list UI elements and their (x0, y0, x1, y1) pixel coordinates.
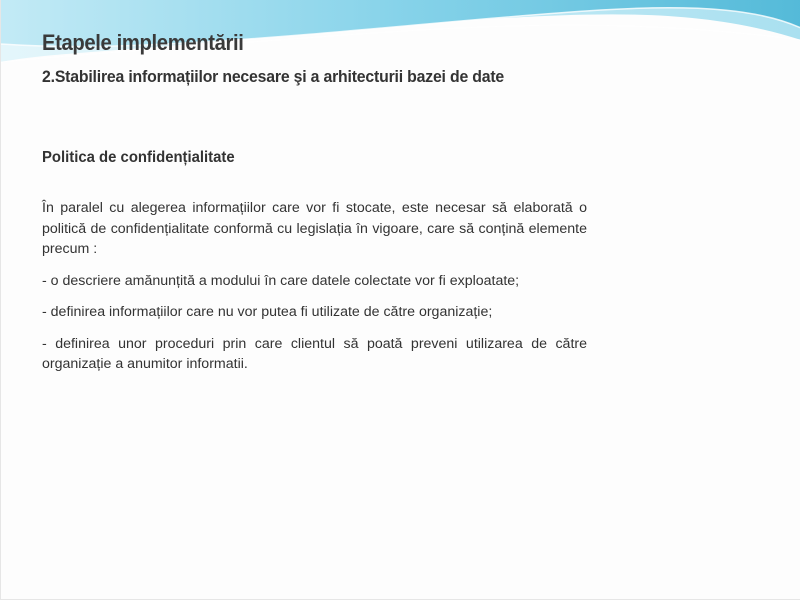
slide-subtitle: 2.Stabilirea informațiilor necesare şi a arhitecturii bazei de date (42, 67, 505, 86)
bullet-item: - o descriere amănunțită a modului în care datele colectate vor fi exploatate; (42, 272, 520, 289)
bullet-item: - definirea informațiilor care nu vor putea fi utilizate de către organizație; (42, 304, 493, 320)
body-text (42, 198, 587, 386)
paragraph: În paralel cu alegerea informațiilor care vor fi stocate, este necesar să elaborată o politică de confidențialitate conformă cu legislația în vigoare, care să conțină elemente precum : (42, 200, 587, 257)
bullet-item: - definirea unor proceduri prin care clientul să poată preveni utilizarea de către organizație a anumitor informatii. (42, 335, 587, 372)
slide-title: Etapele implementării (42, 30, 244, 55)
section-heading: Politica de confidențialitate (42, 149, 235, 166)
